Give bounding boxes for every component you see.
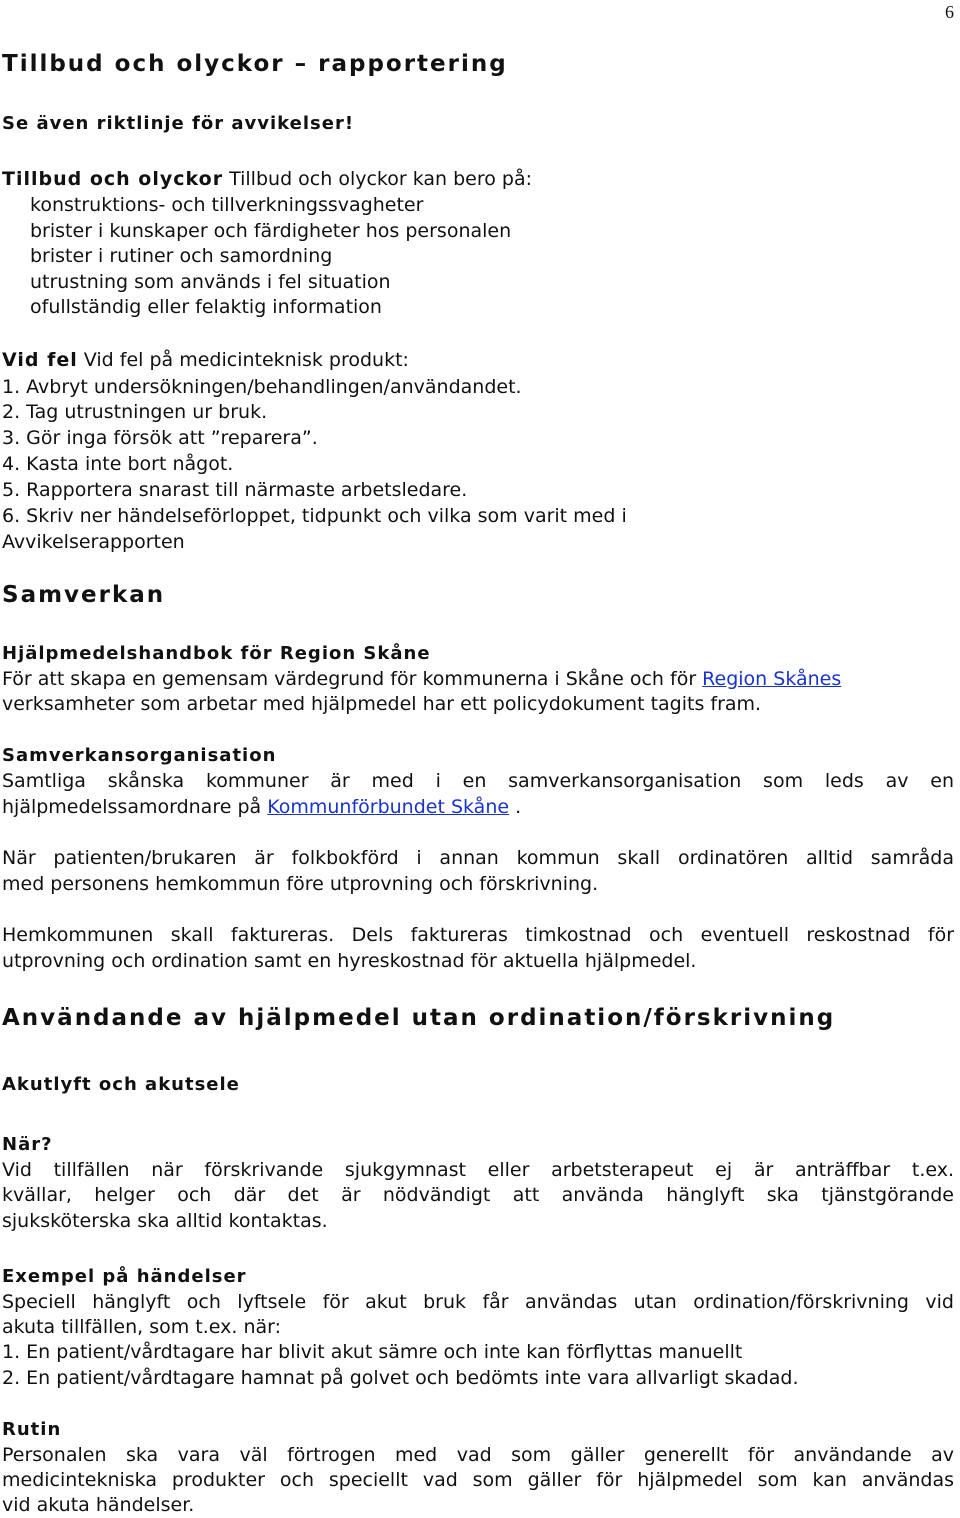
- handbook-paragraph-line: verksamheter som arbetar med hjälpmedel har ett policydokument tagits fram.: [2, 693, 762, 715]
- when-paragraph-line: Vid tillfällen när förskrivande sjukgymnast eller arbetsterapeut ej är anträffbar t.ex.: [2, 1159, 954, 1181]
- organisation-paragraph-line: Samtliga skånska kommuner är med i en samverkansorganisation som leds av en: [2, 770, 954, 792]
- examples-paragraph-line: akuta tillfällen, som t.ex. när:: [2, 1316, 282, 1338]
- intro-text: Tillbud och olyckor kan bero på:: [223, 168, 533, 190]
- cause-item: brister i kunskaper och färdigheter hos personalen: [30, 220, 512, 242]
- step-item: 2. Tag utrustningen ur bruk.: [2, 401, 268, 423]
- text-span: hjälpmedelssamordnare på: [2, 796, 268, 818]
- step-item: 1. Avbryt undersökningen/behandlingen/användandet.: [2, 376, 522, 398]
- region-skane-link[interactable]: Region Skånes: [702, 668, 842, 690]
- step-item: 3. Gör inga försök att ”reparera”.: [2, 427, 318, 449]
- subheading-handbook: Hjälpmedelshandbok för Region Skåne: [2, 643, 431, 664]
- routine-paragraph-line: medicintekniska produkter och speciellt vad som gäller för hjälpmedel som kan användas: [2, 1469, 954, 1491]
- cause-item: ofullständig eller felaktig information: [30, 296, 382, 318]
- cause-item: konstruktions- och tillverkningssvagheter: [30, 194, 424, 216]
- subheading-organisation: Samverkansorganisation: [2, 745, 277, 766]
- incidents-intro: [2, 167, 532, 191]
- section-title-samverkan: Samverkan: [2, 582, 166, 608]
- guideline-note: Se även riktlinje för avvikelser!: [2, 113, 355, 134]
- label-when: När?: [2, 1134, 53, 1155]
- subheading-akutlyft: Akutlyft och akutsele: [2, 1074, 240, 1095]
- examples-paragraph-line: Speciell hänglyft och lyftsele för akut bruk får användas utan ordination/förskrivning vid: [2, 1291, 954, 1313]
- consultation-paragraph-line: med personens hemkommun före utprovning och förskrivning.: [2, 873, 599, 895]
- cause-item: brister i rutiner och samordning: [30, 245, 333, 267]
- billing-paragraph-line: Hemkommunen skall faktureras. Dels faktureras timkostnad och eventuell reskostnad för: [2, 924, 954, 946]
- fault-intro: [2, 348, 409, 372]
- billing-paragraph-line: utprovning och ordination samt en hyreskostnad för aktuella hjälpmedel.: [2, 950, 697, 972]
- routine-paragraph-line: vid akuta händelser.: [2, 1494, 195, 1516]
- intro-bold: Tillbud och olyckor: [2, 168, 224, 190]
- organisation-paragraph-line: [2, 795, 521, 819]
- consultation-paragraph-line: När patienten/brukaren är folkbokförd i annan kommun skall ordinatören alltid samråda: [2, 847, 954, 869]
- routine-paragraph-line: Personalen ska vara väl förtrogen med vad som gäller generellt för användande av: [2, 1444, 954, 1466]
- text-span: För att skapa en gemensam värdegrund för kommunerna i Skåne och för: [2, 668, 703, 690]
- example-item: 1. En patient/vårdtagare har blivit akut sämre och inte kan förflyttas manuellt: [2, 1341, 743, 1363]
- section-title-incidents: Tillbud och olyckor – rapportering: [2, 51, 508, 77]
- step-item: 4. Kasta inte bort något.: [2, 453, 234, 475]
- fault-text: Vid fel på medicinteknisk produkt:: [77, 349, 409, 371]
- section-title-usage: Användande av hjälpmedel utan ordination/förskrivning: [2, 1005, 836, 1031]
- label-routine: Rutin: [2, 1419, 62, 1440]
- cause-item: utrustning som används i fel situation: [30, 271, 391, 293]
- text-span: .: [509, 796, 522, 818]
- step-item: 6. Skriv ner händelseförloppet, tidpunkt och vilka som varit med i: [2, 505, 627, 527]
- fault-bold: Vid fel: [2, 349, 78, 371]
- when-paragraph-line: sjuksköterska ska alltid kontaktas.: [2, 1210, 328, 1232]
- handbook-paragraph-line: [2, 667, 841, 691]
- step-item-continuation: Avvikelserapporten: [2, 531, 185, 553]
- kommunforbundet-link[interactable]: Kommunförbundet Skåne: [267, 796, 510, 818]
- label-examples: Exempel på händelser: [2, 1266, 247, 1287]
- when-paragraph-line: kvällar, helger och där det är nödvändigt att använda hänglyft ska tjänstgörande: [2, 1184, 954, 1206]
- page-number: 6: [945, 2, 954, 22]
- example-item: 2. En patient/vårdtagare hamnat på golvet och bedömts inte vara allvarligt skadad.: [2, 1367, 799, 1389]
- step-item: 5. Rapportera snarast till närmaste arbetsledare.: [2, 479, 468, 501]
